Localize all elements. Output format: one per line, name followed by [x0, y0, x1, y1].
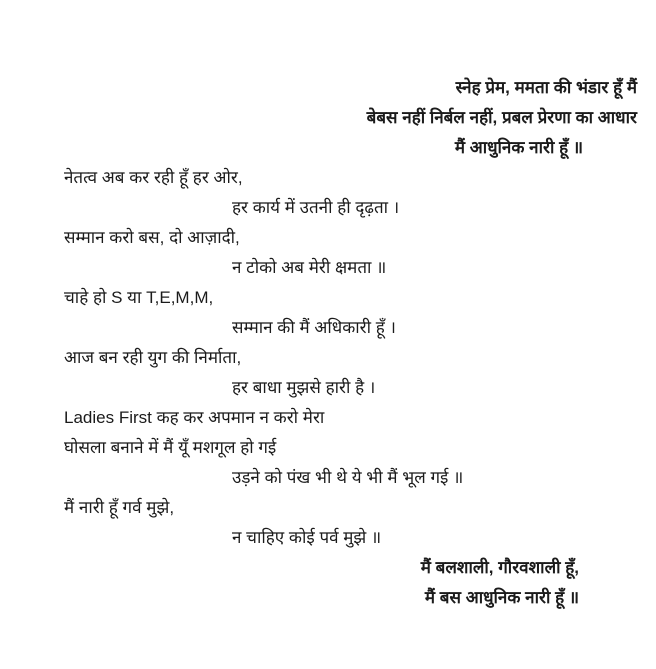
poem-line-closing-2: मैं बस आधुनिक नारी हूँ ॥ — [424, 588, 579, 607]
poem-line-closing-1: मैं बलशाली, गौरवशाली हूँ, — [420, 558, 579, 577]
poem-line: उड़ने को पंख भी थे ये भी मैं भूल गई ॥ — [232, 468, 464, 487]
poem-line: न चाहिए कोई पर्व मुझे ॥ — [232, 528, 382, 547]
poem-line: हर कार्य में उतनी ही दृढ़ता । — [232, 198, 400, 217]
poem-line: न टोको अब मेरी क्षमता ॥ — [232, 258, 387, 277]
poem-line: नेतत्व अब कर रही हूँ हर ओर, — [64, 168, 243, 187]
poem-line: घोसला बनाने में मैं यूँ मशगूल हो गई — [64, 438, 277, 457]
poem-line-opening-1: स्नेह प्रेम, ममता की भंडार हूँ मैं — [455, 78, 637, 97]
poem-line-opening-2: बेबस नहीं निर्बल नहीं, प्रबल प्रेरणा का आधार — [366, 108, 637, 127]
poem-line: चाहे हो S या T,E,M,M, — [64, 288, 214, 307]
poem-line: मैं नारी हूँ गर्व मुझे, — [64, 498, 175, 517]
poem-line: आज बन रही युग की निर्माता, — [64, 348, 242, 367]
poem-line: सम्मान की मैं अधिकारी हूँ । — [232, 318, 396, 337]
poem-line: सम्मान करो बस, दो आज़ादी, — [64, 228, 240, 247]
poem-line: Ladies First कह कर अपमान न करो मेरा — [64, 408, 325, 427]
poem-line: हर बाधा मुझसे हारी है । — [232, 378, 376, 397]
poem-line-opening-3: मैं आधुनिक नारी हूँ ॥ — [454, 138, 583, 157]
